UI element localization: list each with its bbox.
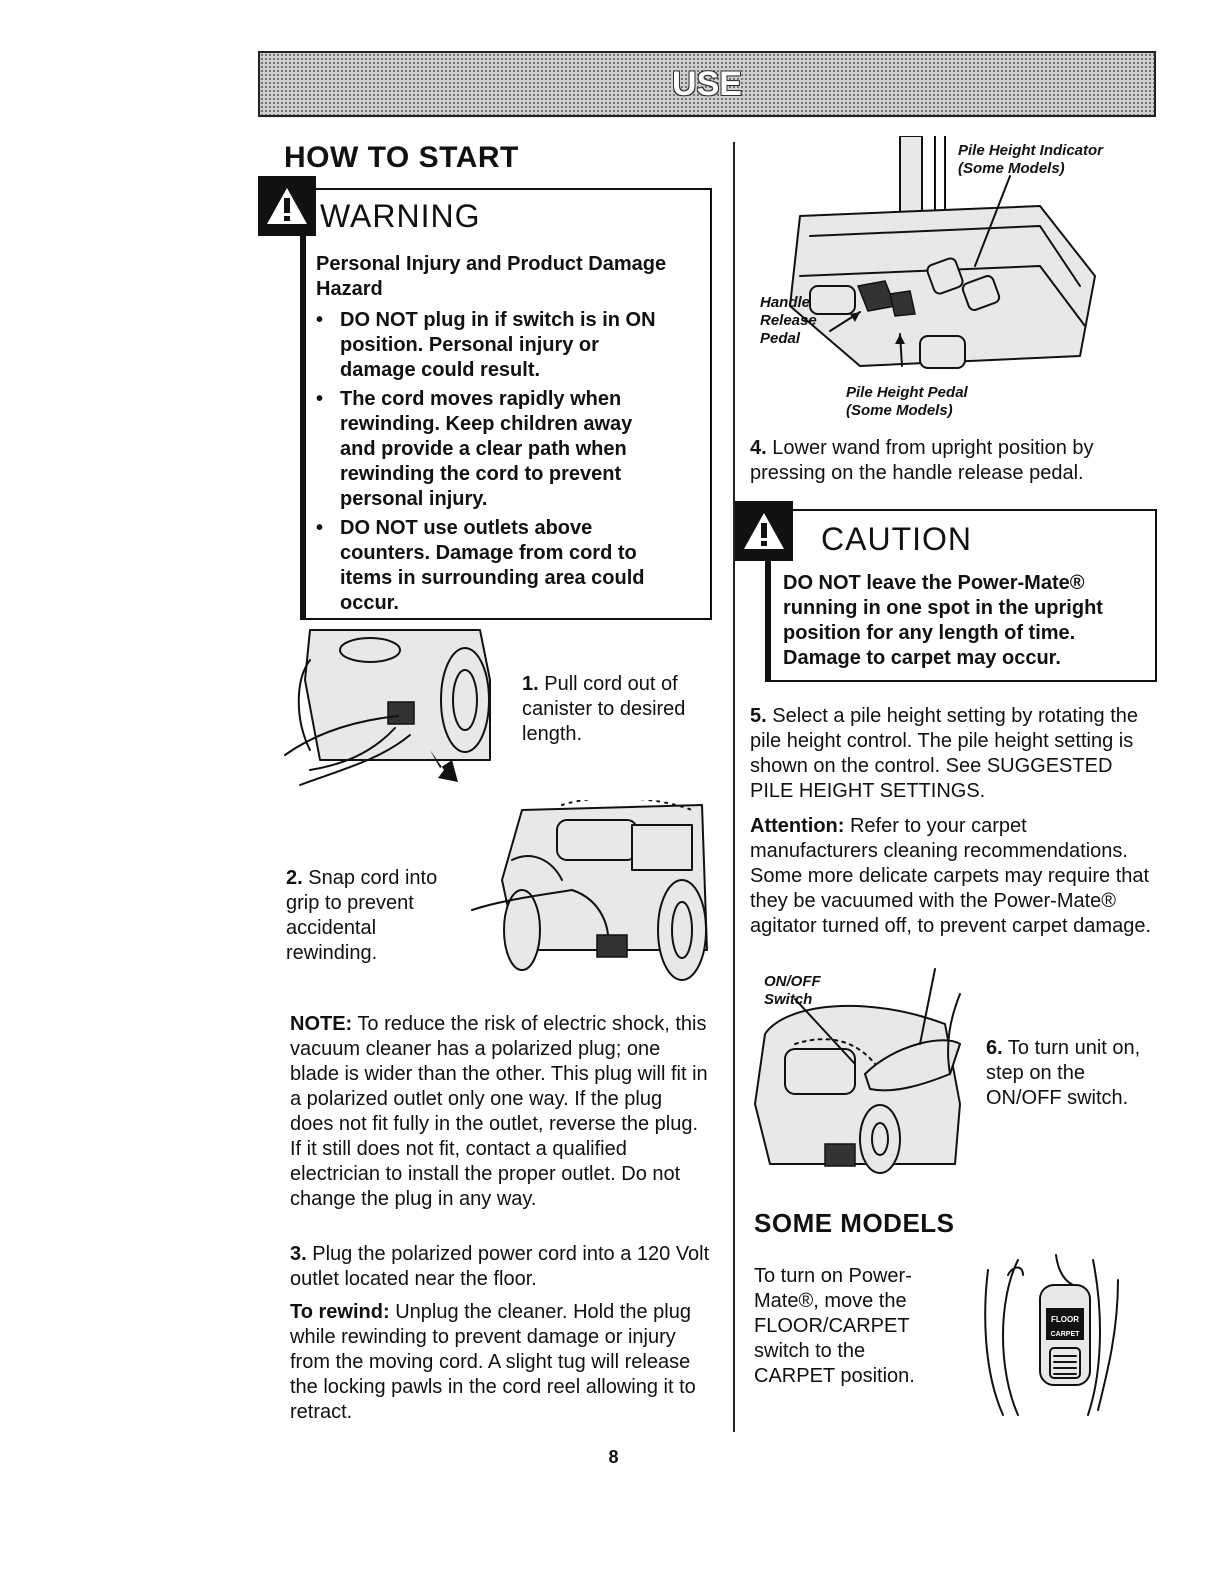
attention-paragraph xyxy=(750,814,1160,939)
label-handle-release-pedal: Handle Release Pedal xyxy=(760,294,817,347)
step-6-text: To turn unit on, step on the ON/OFF switch. xyxy=(986,1037,1141,1109)
step-3-text: Plug the polarized power cord into a 120 Volt outlet located near the floor. xyxy=(290,1243,710,1290)
caution-box xyxy=(765,509,1157,682)
step-6-number: 6. xyxy=(986,1037,1003,1059)
label-pile-height-pedal-note: (Some Models) xyxy=(846,402,953,419)
label-pile-height-indicator-title: Pile Height Indicator xyxy=(958,142,1104,159)
section-header-title: USE xyxy=(672,65,742,103)
attention-label: Attention: xyxy=(750,815,845,837)
note-label: NOTE: xyxy=(290,1013,353,1035)
label-pile-height-indicator xyxy=(958,142,1148,178)
caution-triangle-icon xyxy=(735,501,793,561)
step-5-number: 5. xyxy=(750,705,767,727)
warning-bullet-2: • The cord moves rapidly when rewinding. Keep children away and provide a clear path when rewinding the cord to prevent personal injury. xyxy=(316,387,660,512)
step-3 xyxy=(290,1242,710,1292)
step-2-number: 2. xyxy=(286,867,303,889)
step-4-text: Lower wand from upright position by pressing on the handle release pedal. xyxy=(750,437,1094,484)
some-models-title: SOME MODELS xyxy=(754,1208,955,1238)
illustration-pull-cord xyxy=(280,620,510,800)
step-6 xyxy=(986,1036,1156,1111)
section-title-how-to-start: HOW TO START xyxy=(284,141,519,174)
label-on-off-switch: ON/OFF Switch xyxy=(764,973,821,1008)
rewind-text: Unplug the cleaner. Hold the plug while rewinding to prevent damage or injury from the moving cord. A slight tug will release the locking pawls in the cord reel allowing it to retract. xyxy=(290,1301,696,1423)
note-text: To reduce the risk of electric shock, this vacuum cleaner has a polarized plug; one blade is wider than the other. This plug will fit in a polarized outlet only one way. If the plug does not fit fully in the outlet, reverse the plug. If it still does not fit, contact a qualified electrician to install the proper outlet. Do not change the plug in any way. xyxy=(290,1013,708,1210)
warning-bullet-list xyxy=(316,308,706,616)
step-1 xyxy=(522,672,702,747)
warning-triangle-icon xyxy=(258,176,316,236)
page-number: 8 xyxy=(608,1447,619,1467)
label-pile-height-pedal-title: Pile Height Pedal xyxy=(846,384,968,401)
step-5 xyxy=(750,704,1160,804)
step-1-number: 1. xyxy=(522,673,539,695)
column-divider xyxy=(733,142,735,1432)
warning-hazard-text: Personal Injury and Product Damage Hazard xyxy=(316,253,667,300)
step-2-text: Snap cord into grip to prevent accidental rewinding. xyxy=(286,867,438,964)
label-pile-height-pedal xyxy=(846,384,1006,420)
rewind-paragraph xyxy=(290,1300,710,1425)
step-5-text: Select a pile height setting by rotating the pile height control. The pile height setting is shown on the control. See SUGGESTED PILE HEIGHT SETTINGS. xyxy=(750,705,1139,802)
warning-title: WARNING xyxy=(320,198,481,234)
note-paragraph xyxy=(290,1012,710,1212)
illustration-cord-grip xyxy=(462,800,712,985)
rewind-label: To rewind: xyxy=(290,1301,390,1323)
warning-bullet-3: • DO NOT use outlets above counters. Damage from cord to items in surrounding area could occur. xyxy=(316,516,670,616)
step-2 xyxy=(286,866,456,966)
section-header-band xyxy=(258,51,1156,117)
label-pile-height-indicator-note: (Some Models) xyxy=(958,160,1065,177)
switch-label-floor: FLOOR xyxy=(1051,1315,1079,1324)
caution-text: DO NOT leave the Power-Mate® running in one spot in the upright position for any length of time. Damage to carpet may occur. xyxy=(783,572,1103,669)
some-models-text: To turn on Power-Mate®, move the FLOOR/CARPET switch to the CARPET position. xyxy=(754,1265,915,1387)
step-4-number: 4. xyxy=(750,437,767,459)
step-4 xyxy=(750,436,1130,486)
switch-label-carpet: CARPET xyxy=(1050,1331,1080,1338)
step-3-number: 3. xyxy=(290,1243,307,1265)
illustration-floor-carpet-switch xyxy=(978,1250,1128,1420)
warning-bullet-1: • DO NOT plug in if switch is in ON position. Personal injury or damage could result. xyxy=(316,308,680,383)
caution-title: CAUTION xyxy=(821,521,972,557)
step-1-text: Pull cord out of canister to desired length. xyxy=(522,673,686,745)
attention-text: Refer to your carpet manufacturers cleaning recommendations. Some more delicate carpets may require that they be vacuumed with the Power-Mate® agitator turned off, to prevent carpet damage. xyxy=(750,815,1151,937)
warning-box xyxy=(300,188,712,620)
